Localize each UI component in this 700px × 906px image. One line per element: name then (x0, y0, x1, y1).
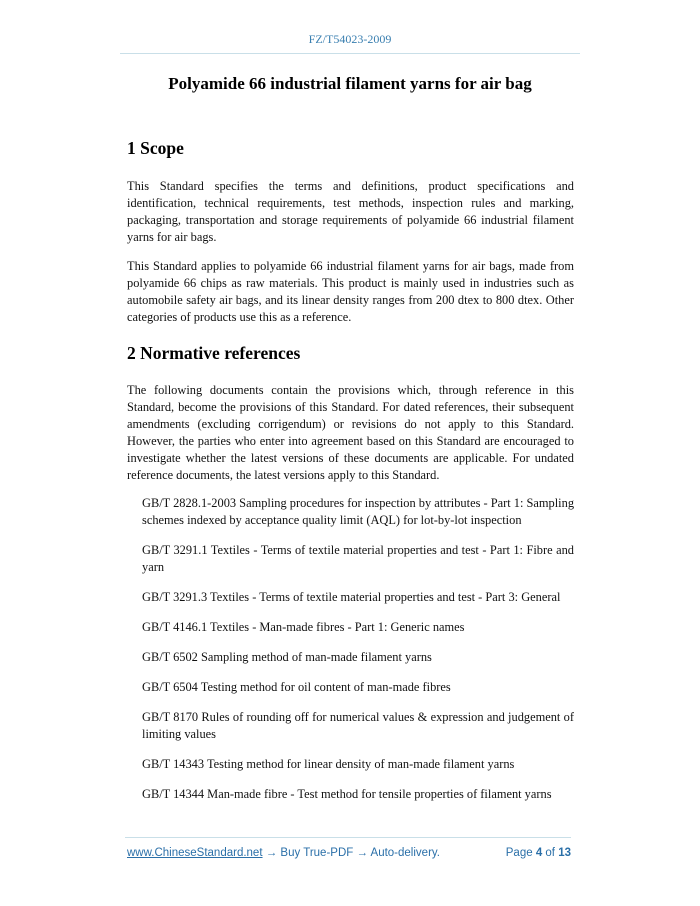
page-footer (127, 847, 573, 859)
document-title: Polyamide 66 industrial filament yarns for air bag (168, 74, 532, 93)
reference-item: GB/T 8170 Rules of rounding off for numerical values & expression and judgement of limiting values (142, 710, 574, 741)
reference-item: GB/T 3291.1 Textiles - Terms of textile material properties and test - Part 1: Fibre and yarn (142, 543, 574, 574)
promo-text: → Buy True-PDF → Auto-delivery. (262, 847, 440, 859)
reference-list (127, 495, 574, 803)
reference-item: GB/T 14343 Testing method for linear density of man-made filament yarns (142, 757, 515, 771)
scope-paragraph: This Standard applies to polyamide 66 industrial filament yarns for air bags, made from polyamide 66 chips as raw materials. This product is mainly used in industries such as automobile safety air bags, and its linear density ranges from 200 dtex to 800 dtex. Other categories of products use this as a reference. (127, 259, 574, 324)
reference-item: GB/T 6504 Testing method for oil content of man-made fibres (142, 680, 451, 694)
standard-code: FZ/T54023-2009 (308, 32, 392, 46)
reference-item: GB/T 4146.1 Textiles - Man-made fibres - Part 1: Generic names (142, 620, 465, 634)
reference-item: GB/T 3291.3 Textiles - Terms of textile material properties and test - Part 3: General (142, 590, 561, 604)
reference-item: GB/T 6502 Sampling method of man-made filament yarns (142, 650, 432, 664)
section-heading-normative-references: 2 Normative references (127, 343, 301, 363)
footer-divider (125, 837, 571, 838)
reference-item: GB/T 14344 Man-made fibre - Test method for tensile properties of filament yarns (142, 787, 552, 801)
total-pages: 13 (558, 847, 571, 859)
normative-references-paragraph: The following documents contain the provisions which, through reference in this Standard, become the provisions of this Standard. For dated references, their subsequent amendments (excluding corrigendum) or revisions do not apply to this Standard. However, the parties who enter into agreement based on this Standard are encouraged to investigate whether the latest versions of these documents are applicable. For undated reference documents, the latest versions apply to this Standard. (127, 383, 574, 482)
scope-paragraph: This Standard specifies the terms and definitions, product specifications and identification, technical requirements, test methods, inspection rules and marking, packaging, transportation and storage requirements of polyamide 66 industrial filament yarns for air bags. (127, 179, 574, 244)
page-indicator: Page 4 of 13 (505, 847, 571, 859)
reference-item: GB/T 2828.1-2003 Sampling procedures for inspection by attributes - Part 1: Sampling schemes indexed by acceptance quality limit (AQL) for lot-by-lot inspection (142, 496, 575, 527)
current-page: 4 (535, 847, 543, 859)
document-body (127, 140, 574, 816)
website-link[interactable]: www.ChineseStandard.net (127, 847, 263, 859)
header-divider (120, 53, 580, 54)
section-heading-scope: 1 Scope (127, 138, 184, 158)
